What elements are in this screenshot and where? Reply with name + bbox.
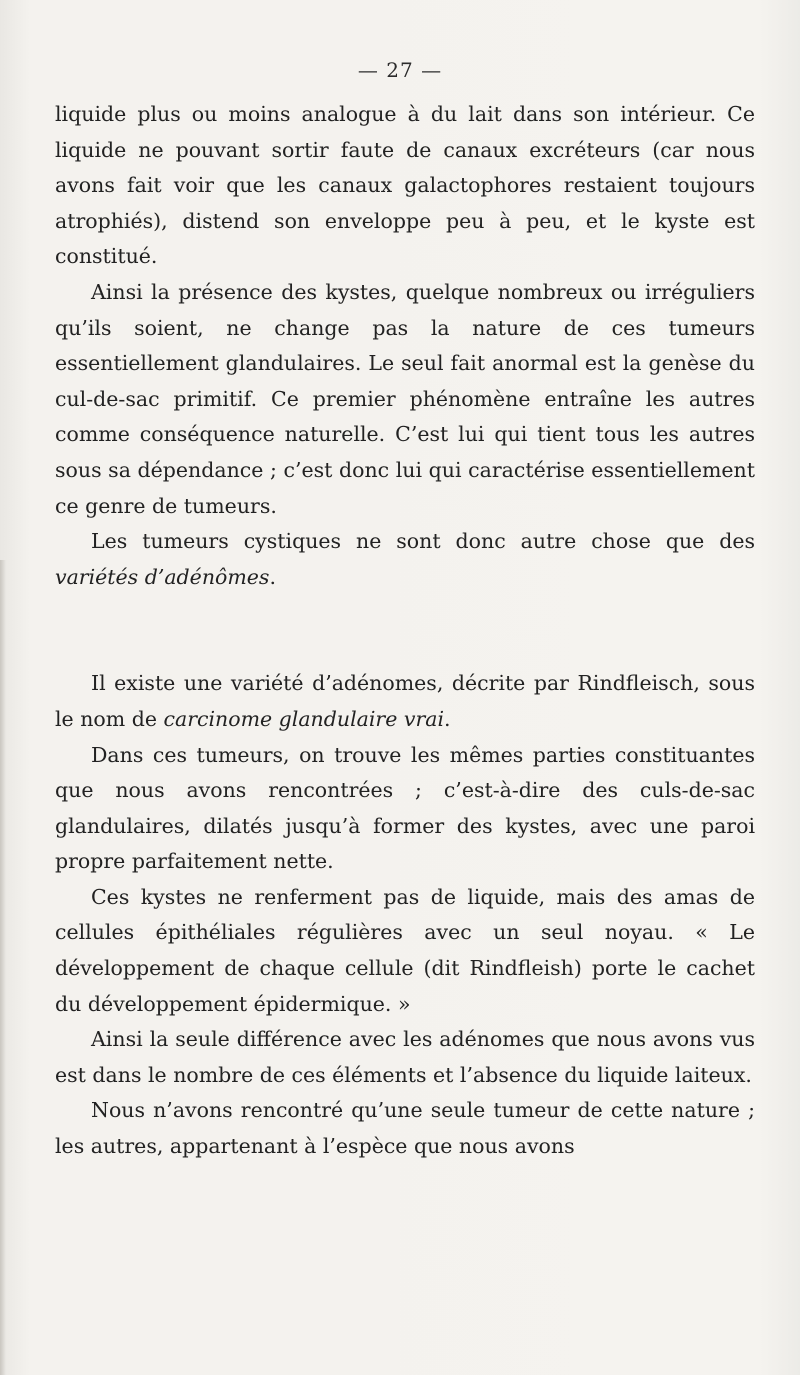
paragraph-p4-italic: carcinome glandulaire vrai <box>163 706 445 731</box>
paragraph-p2: Ainsi la présence des kystes, quelque nombreux ou irréguliers qu’ils soient, ne change pas la nature de ces tumeurs essentiellement glandulaires. Le seul fait anormal est la genèse du cul-de-sac primitif. Ce premier phénomène entraîne les autres comme conséquence naturelle. C’est lui qui tient tous les autres sous sa dépendance ; c’est donc lui qui caractérise essentiellement ce genre de tumeurs. <box>55 279 755 518</box>
body-text <box>55 97 755 1165</box>
page-number: — 27 — <box>357 58 443 82</box>
paragraph-p6: Ces kystes ne renferment pas de liquide, mais des amas de cellules épithéliales régulières avec un seul noyau. « Le développement de chaque cellule (dit Rindfleish) porte le cachet du développement épidermique. » <box>55 884 755 1016</box>
paragraph-p1: liquide plus ou moins analogue à du lait dans son intérieur. Ce liquide ne pouvant sortir faute de canaux excréteurs (car nous avons fait voir que les canaux galactophores restaient toujours atrophiés), distend son enveloppe peu à peu, et le kyste est constitué. <box>55 102 755 269</box>
paragraph-p5: Dans ces tumeurs, on trouve les mêmes parties constituantes que nous avons rencontrées ; c’est-à-dire des culs-de-sac glandulaires, dilatés jusqu’à former des kystes, avec une paroi propre parfaitement nette. <box>55 742 755 874</box>
paragraph-p8: Nous n’avons rencontré qu’une seule tumeur de cette nature ; les autres, appartenant à l’espèce que nous avons <box>55 1098 755 1159</box>
page-edge-shadow <box>0 560 6 1375</box>
paragraph-p4-end: . <box>444 706 451 731</box>
paragraph-p3-text: Les tumeurs cystiques ne sont donc autre chose que des <box>91 529 755 554</box>
section-gap <box>55 595 755 666</box>
paragraph-p3-italic: variétés d’adénômes <box>55 564 270 589</box>
paragraph-p7: Ainsi la seule différence avec les adénomes que nous avons vus est dans le nombre de ces éléments et l’absence du liquide laiteux. <box>55 1027 755 1087</box>
paragraph-p4 <box>55 666 755 737</box>
paragraph-p3-end: . <box>269 564 276 589</box>
paragraph-p3 <box>55 524 755 595</box>
paragraph-p4-text: Il existe une variété d’adénomes, décrite par Rindfleisch, sous le nom de <box>55 671 755 731</box>
